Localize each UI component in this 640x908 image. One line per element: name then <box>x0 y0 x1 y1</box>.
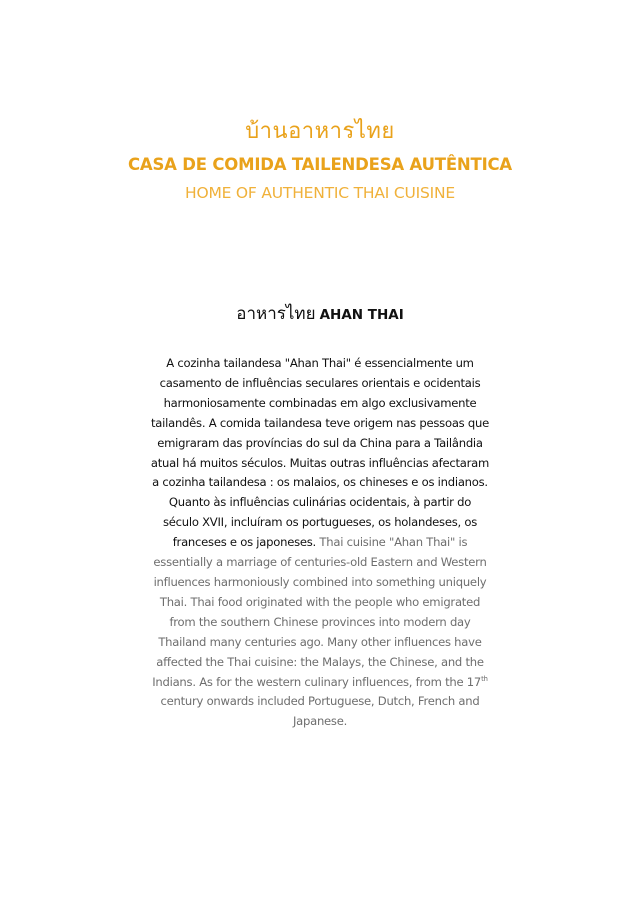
description-english-part1: Thai cuisine "Ahan Thai" is essentially a marriage of centuries-old Eastern and Western influences harmoniously combined into something uniquely Thai. Thai food originated with the people who emigrated from the southern Chinese provinces into modern day Thailand many centuries ago. Many other influences have affected the Thai cuisine: the Malays, the Chinese, and the Indians. As for the western culinary influences, from the 17 <box>152 535 487 689</box>
section-heading <box>0 300 640 327</box>
thai-restaurant-title: บ้านอาหารไทย <box>245 119 395 144</box>
ordinal-suffix: th <box>481 674 488 683</box>
english-subtitle: HOME OF AUTHENTIC THAI CUISINE <box>184 184 455 202</box>
description-english <box>152 535 488 728</box>
description-portuguese: A cozinha tailandesa "Ahan Thai" é essencialmente um casamento de influências seculares orientais e ocidentais harmoniosamente combinadas em algo exclusivamente tailandês. A comida tailandesa teve origem nas pessoas que emigraram das províncias do sul da China para a Tailândia atual há muitos séculos. Muitas outras influências afectaram a cozinha tailandesa : os malaios, os chineses e os indianos. Quanto às influências culinárias ocidentais, à partir do século XVII, incluíram os portugueses, os holandeses, os franceses e os japoneses. <box>150 356 490 550</box>
portuguese-subtitle: CASA DE COMIDA TAILENDESA AUTÊNTICA <box>127 155 512 174</box>
section-heading-latin: AHAN THAI <box>319 307 404 323</box>
description-english-part2: century onwards included Portuguese, Dutch, French and Japanese. <box>160 694 480 729</box>
section-heading-thai: อาหารไทย <box>236 304 316 324</box>
description-paragraph <box>150 354 490 732</box>
